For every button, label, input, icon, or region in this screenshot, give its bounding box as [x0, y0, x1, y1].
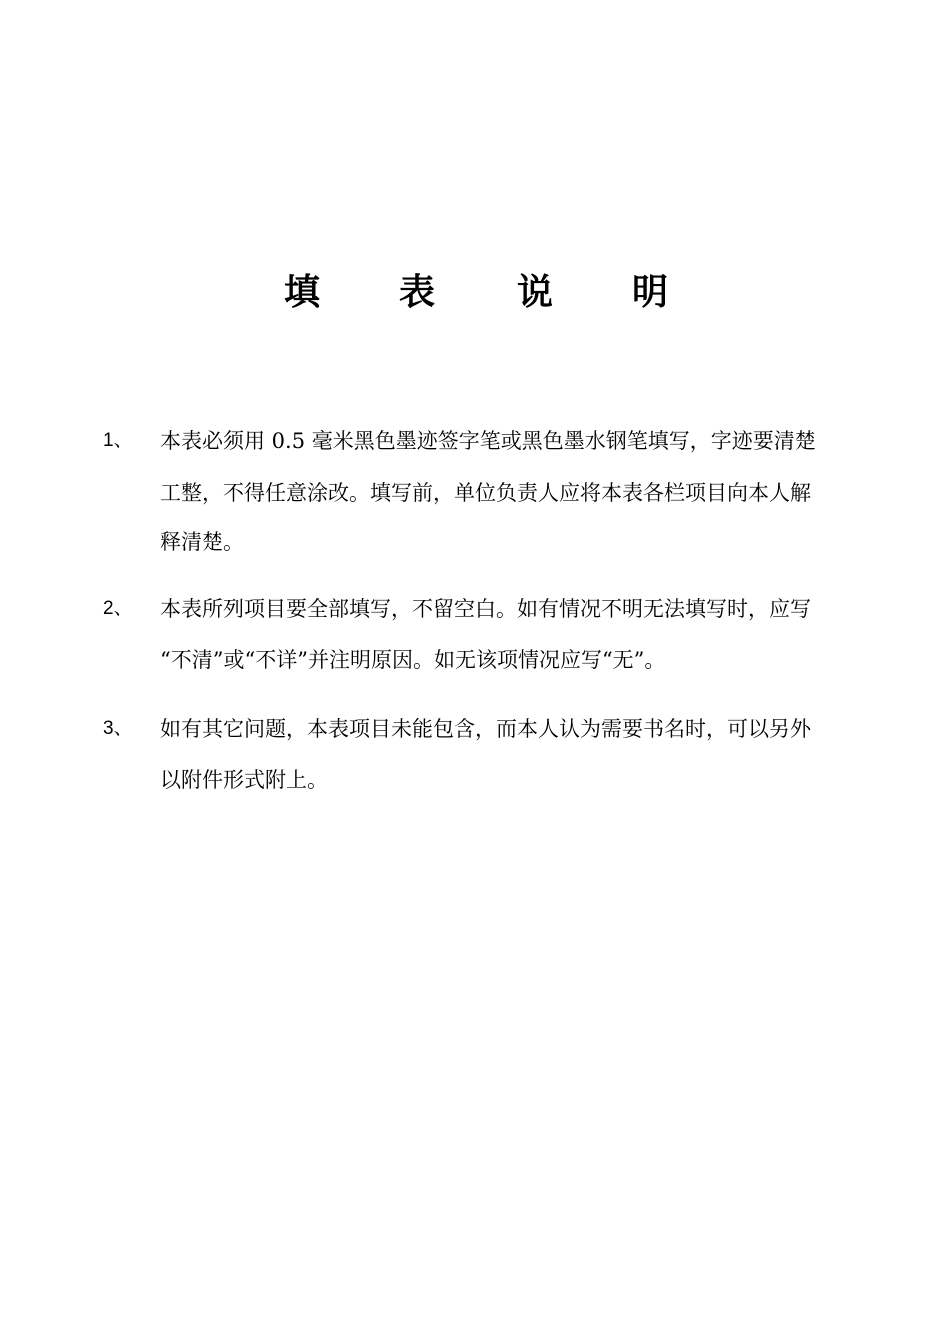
title-char: 明	[631, 271, 668, 313]
page-title	[0, 262, 950, 322]
item-line: 本表所列项目要全部填写，不留空白。如有情况不明无法填写时，应写	[160, 597, 811, 621]
title-char: 表	[398, 271, 435, 313]
item-line: “不清”或“不详”并注明原因。如无该项情况应写“无”。	[160, 648, 666, 672]
item-line: 以附件形式附上。	[160, 768, 328, 792]
item-line: 如有其它问题，本表项目未能包含，而本人认为需要书名时，可以另外	[160, 717, 811, 741]
item-number: 2、	[103, 598, 133, 619]
title-char: 填	[283, 271, 320, 313]
item-number: 1、	[103, 430, 133, 451]
item-line: 释清楚。	[160, 530, 244, 554]
item-line: 工整，不得任意涂改。填写前，单位负责人应将本表各栏项目向本人解	[160, 481, 811, 505]
title-char: 说	[516, 271, 553, 313]
item-line: 本表必须用 0.5 毫米黑色墨迹签字笔或黑色墨水钢笔填写，字迹要清楚	[160, 429, 816, 453]
item-number: 3、	[103, 718, 133, 739]
